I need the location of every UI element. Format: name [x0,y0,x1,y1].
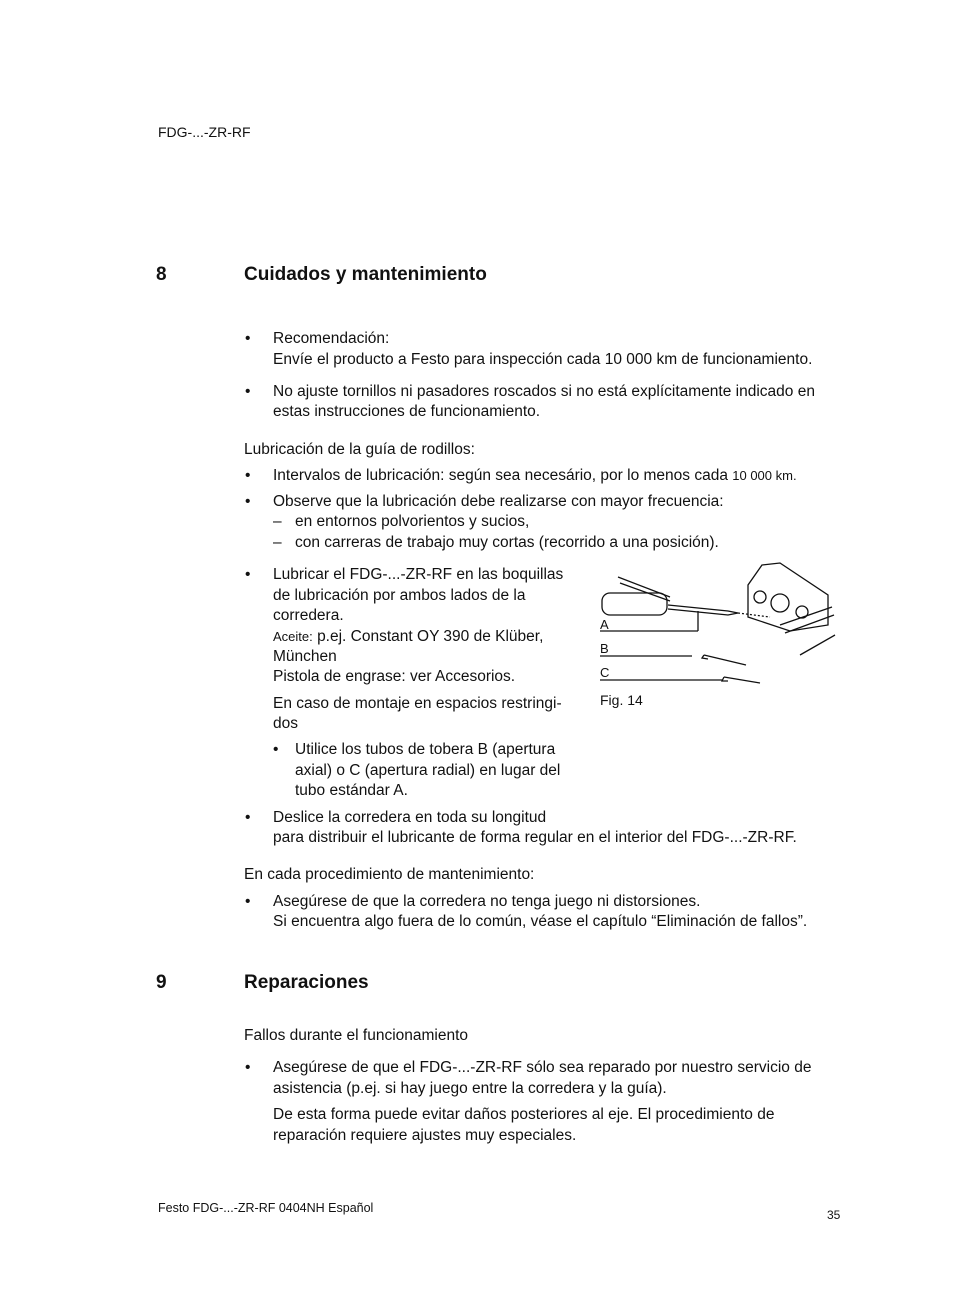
bullet: • [245,566,251,583]
text-line: Pistola de engrase: ver Accesorios. [273,668,516,685]
text-line: Asegúrese de que la corredera no tenga juego ni distorsiones. [273,893,701,910]
dash: – [273,513,282,530]
text-line: tubo estándar A. [295,782,408,799]
text-line: en entornos polvorientos y sucios, [295,513,530,530]
bullet: • [245,467,251,484]
section-number: 9 [156,972,167,993]
text-line: dos [273,715,298,732]
bullet: • [245,383,251,400]
figure-caption: Fig. 14 [600,692,643,708]
text-line: Observe que la lubricación debe realizarse con mayor frecuencia: [273,493,724,510]
section-number: 8 [156,264,167,285]
bullet: • [245,493,251,510]
figure-label-b: B [600,641,609,656]
text-line: estas instrucciones de funcionamiento. [273,403,541,420]
text: p.ej. Constant OY 390 de Klüber, [317,628,544,645]
subheading: En cada procedimiento de mantenimiento: [244,866,535,883]
text-line: para distribuir el lubricante de forma regular en el interior del FDG-...-ZR-RF. [273,829,797,846]
bullet: • [273,741,279,758]
subheading: Lubricación de la guía de rodillos: [244,441,475,458]
text-line: München [273,648,337,665]
section-title: Cuidados y mantenimiento [244,264,487,285]
text-line: Asegúrese de que el FDG-...-ZR-RF sólo sea reparado por nuestro servicio de [273,1059,812,1076]
text-line: No ajuste tornillos ni pasadores roscados si no está explícitamente indicado en [273,383,815,400]
text-line: Deslice la corredera en toda su longitud [273,809,547,826]
text-line: De esta forma puede evitar daños posteriores al eje. El procedimiento de [273,1106,775,1123]
text-line: Utilice los tubos de tobera B (apertura [295,741,556,758]
bullet: • [245,330,251,347]
text-line: con carreras de trabajo muy cortas (recorrido a una posición). [295,534,719,551]
bullet: • [245,1059,251,1076]
subheading: Fallos durante el funcionamiento [244,1027,469,1044]
running-header: FDG-...-ZR-RF [158,124,251,140]
text-line: asistencia (p.ej. si hay juego entre la corredera y la guía). [273,1080,667,1097]
text-line [273,466,797,486]
text-line: Recomendación: [273,330,390,347]
text-line: Envíe el producto a Festo para inspección cada 10 000 km de funcionamiento. [273,351,813,368]
text-line: axial) o C (apertura radial) en lugar del [295,762,561,779]
section-title: Reparaciones [244,972,369,993]
figure-label-a: A [600,617,609,632]
text: Intervalos de lubricación: según sea necesário, por lo menos cada [273,467,728,484]
bullet: • [245,893,251,910]
text-line: reparación requiere ajustes muy especiales. [273,1127,577,1144]
figure-label-c: C [600,665,610,680]
text-line: En caso de montaje en espacios restringi- [273,695,562,712]
text-line: Lubricar el FDG-...-ZR-RF en las boquillas [273,566,564,583]
text-line: Si encuentra algo fuera de lo común, véase el capítulo “Eliminación de fallos”. [273,913,808,930]
footer: Festo FDG-...-ZR-RF 0404NH Español [158,1201,374,1215]
grease-gun-illustration [590,555,840,690]
text: 10 000 km. [732,468,797,483]
bullet: • [245,809,251,826]
text-line [273,627,543,647]
text-line: de lubricación por ambos lados de la [273,587,526,604]
dash: – [273,534,282,551]
text-line: corredera. [273,607,344,624]
label: Aceite: [273,629,313,644]
page-number: 35 [827,1208,841,1222]
